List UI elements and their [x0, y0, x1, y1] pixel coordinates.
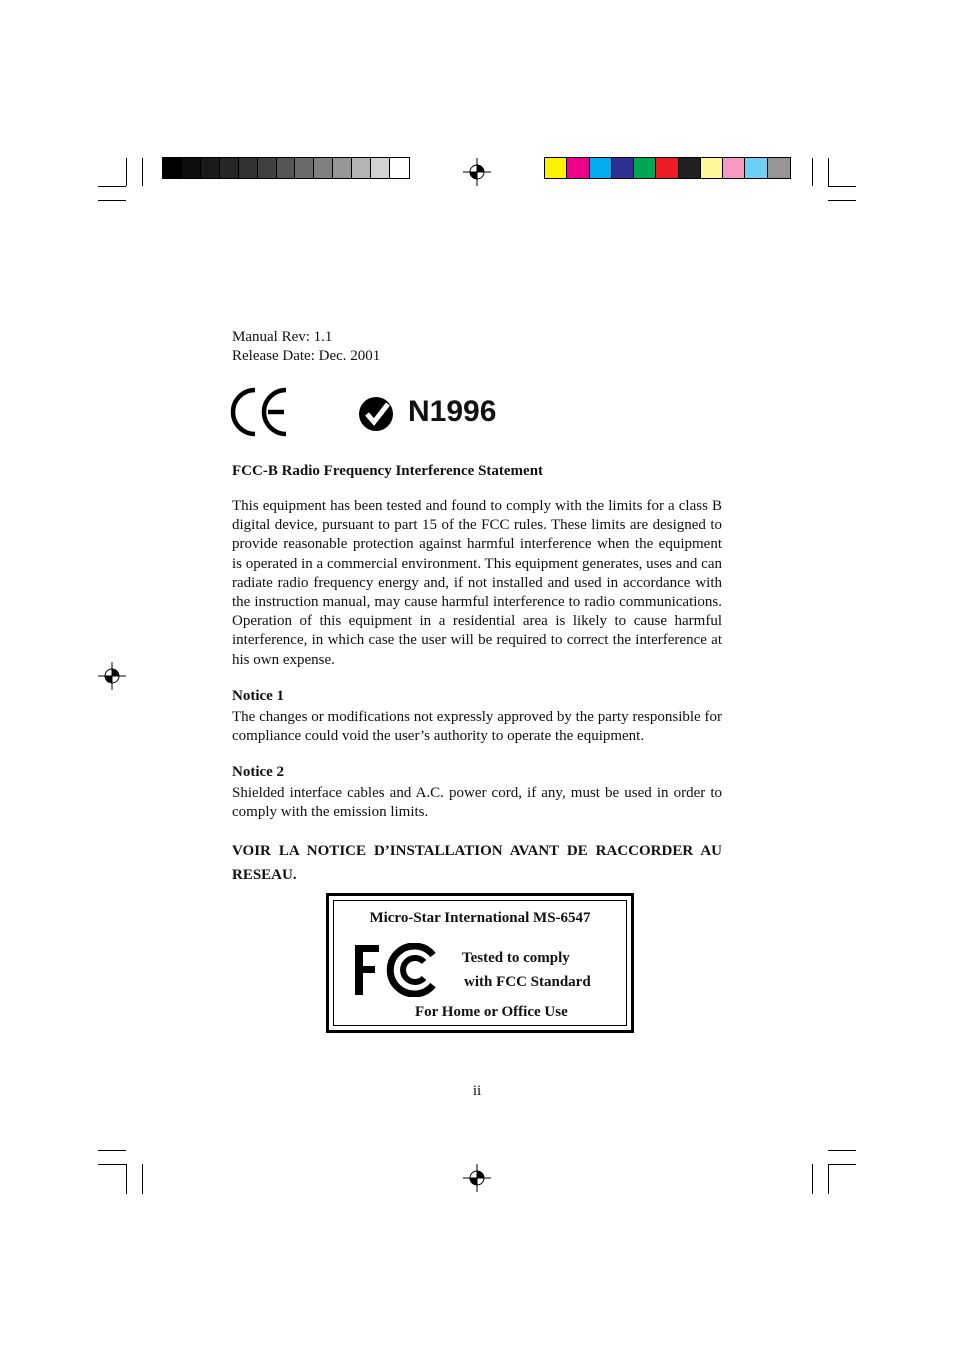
manual-header [232, 328, 722, 366]
color-calibration-bar [544, 157, 791, 179]
french-notice-line-1: VOIR LA NOTICE D’INSTALLATION AVANT DE RACCORDER AU [232, 843, 722, 859]
fcc-label-title: Micro-Star International MS-6547 [369, 910, 591, 926]
release-date: Release Date: Dec. 2001 [232, 348, 381, 365]
c-tick-icon [358, 396, 396, 432]
gray-swatch [314, 158, 333, 178]
color-swatch [745, 158, 767, 178]
gray-swatch [239, 158, 258, 178]
color-swatch [590, 158, 612, 178]
gray-swatch [163, 158, 182, 178]
fcc-label-tested-line-1: Tested to comply [462, 950, 570, 966]
crop-mark-top-left-h2 [98, 200, 126, 201]
color-swatch [567, 158, 589, 178]
registration-target-icon [463, 158, 491, 186]
color-swatch [545, 158, 567, 178]
gray-swatch [352, 158, 371, 178]
registration-target-left-icon [98, 662, 126, 690]
color-swatch [723, 158, 745, 178]
crop-mark-top-right-v2 [812, 158, 813, 186]
notice-2-heading: Notice 2 [232, 764, 285, 780]
french-notice-line-2: RESEAU. [232, 867, 297, 883]
fcc-compliance-label [326, 893, 634, 1033]
color-swatch [656, 158, 678, 178]
color-swatch [612, 158, 634, 178]
gray-swatch [295, 158, 314, 178]
crop-mark-top-left-v2 [142, 158, 143, 186]
gray-swatch [258, 158, 277, 178]
gray-swatch [277, 158, 296, 178]
crop-mark-top-right-v [828, 158, 829, 186]
c-tick-code: N1996 [408, 395, 497, 428]
color-swatch [768, 158, 790, 178]
notice-1-heading: Notice 1 [232, 688, 285, 704]
crop-mark-bottom-right-h [828, 1150, 856, 1151]
fcc-label-tested [462, 946, 591, 994]
gray-calibration-bar [162, 157, 410, 179]
fcc-statement-body: This equipment has been tested and found to comply with the limits for a class B digital device, pursuant to part 15 of the FCC rules. These limits are designed to provide reasonable protection against harmful interference when the equipment is operated in a commercial environment. This equipment generates, uses and can radiate radio frequency energy and, if not installed and used in accordance with the instruction manual, may cause harmful interference to radio communications. Operation of this equipment in a residential area is likely to cause harmful interference, in which case the user will be required to correct the interference at his own expense. [232, 498, 722, 668]
crop-mark-bottom-left-h [98, 1150, 126, 1151]
color-swatch [701, 158, 723, 178]
notice-1-body: The changes or modifications not expressly approved by the party responsible for compliance could void the user’s authority to operate the equipment. [232, 709, 722, 745]
color-swatch [679, 158, 701, 178]
notice-2-body: Shielded interface cables and A.C. power cord, if any, must be used in order to comply with the emission limits. [232, 785, 722, 821]
french-notice [232, 839, 722, 887]
crop-mark-bottom-right-v2 [812, 1164, 813, 1194]
gray-swatch [182, 158, 201, 178]
crop-mark-bottom-left-h2 [98, 1164, 126, 1165]
gray-swatch [220, 158, 239, 178]
crop-mark-top-left-h [98, 186, 126, 187]
gray-swatch [390, 158, 409, 178]
manual-revision: Manual Rev: 1.1 [232, 329, 333, 345]
crop-mark-bottom-right-h2 [828, 1164, 856, 1165]
gray-swatch [371, 158, 390, 178]
color-swatch [634, 158, 656, 178]
gray-swatch [333, 158, 352, 178]
ce-mark-icon [228, 386, 290, 438]
fcc-logo-icon [353, 943, 437, 997]
crop-mark-top-right-h2 [828, 200, 856, 201]
crop-mark-top-left-v [126, 158, 127, 186]
page-number: ii [472, 1083, 482, 1099]
crop-mark-bottom-left-v [126, 1164, 127, 1194]
fcc-statement-heading: FCC-B Radio Frequency Interference Statement [232, 463, 544, 479]
crop-mark-top-right-h [828, 186, 856, 187]
crop-mark-bottom-right-v [828, 1164, 829, 1194]
crop-mark-bottom-left-v2 [142, 1164, 143, 1194]
gray-swatch [201, 158, 220, 178]
fcc-label-footer: For Home or Office Use [415, 1004, 568, 1020]
fcc-label-tested-line-2: with FCC Standard [464, 974, 591, 990]
registration-target-bottom-icon [463, 1164, 491, 1192]
